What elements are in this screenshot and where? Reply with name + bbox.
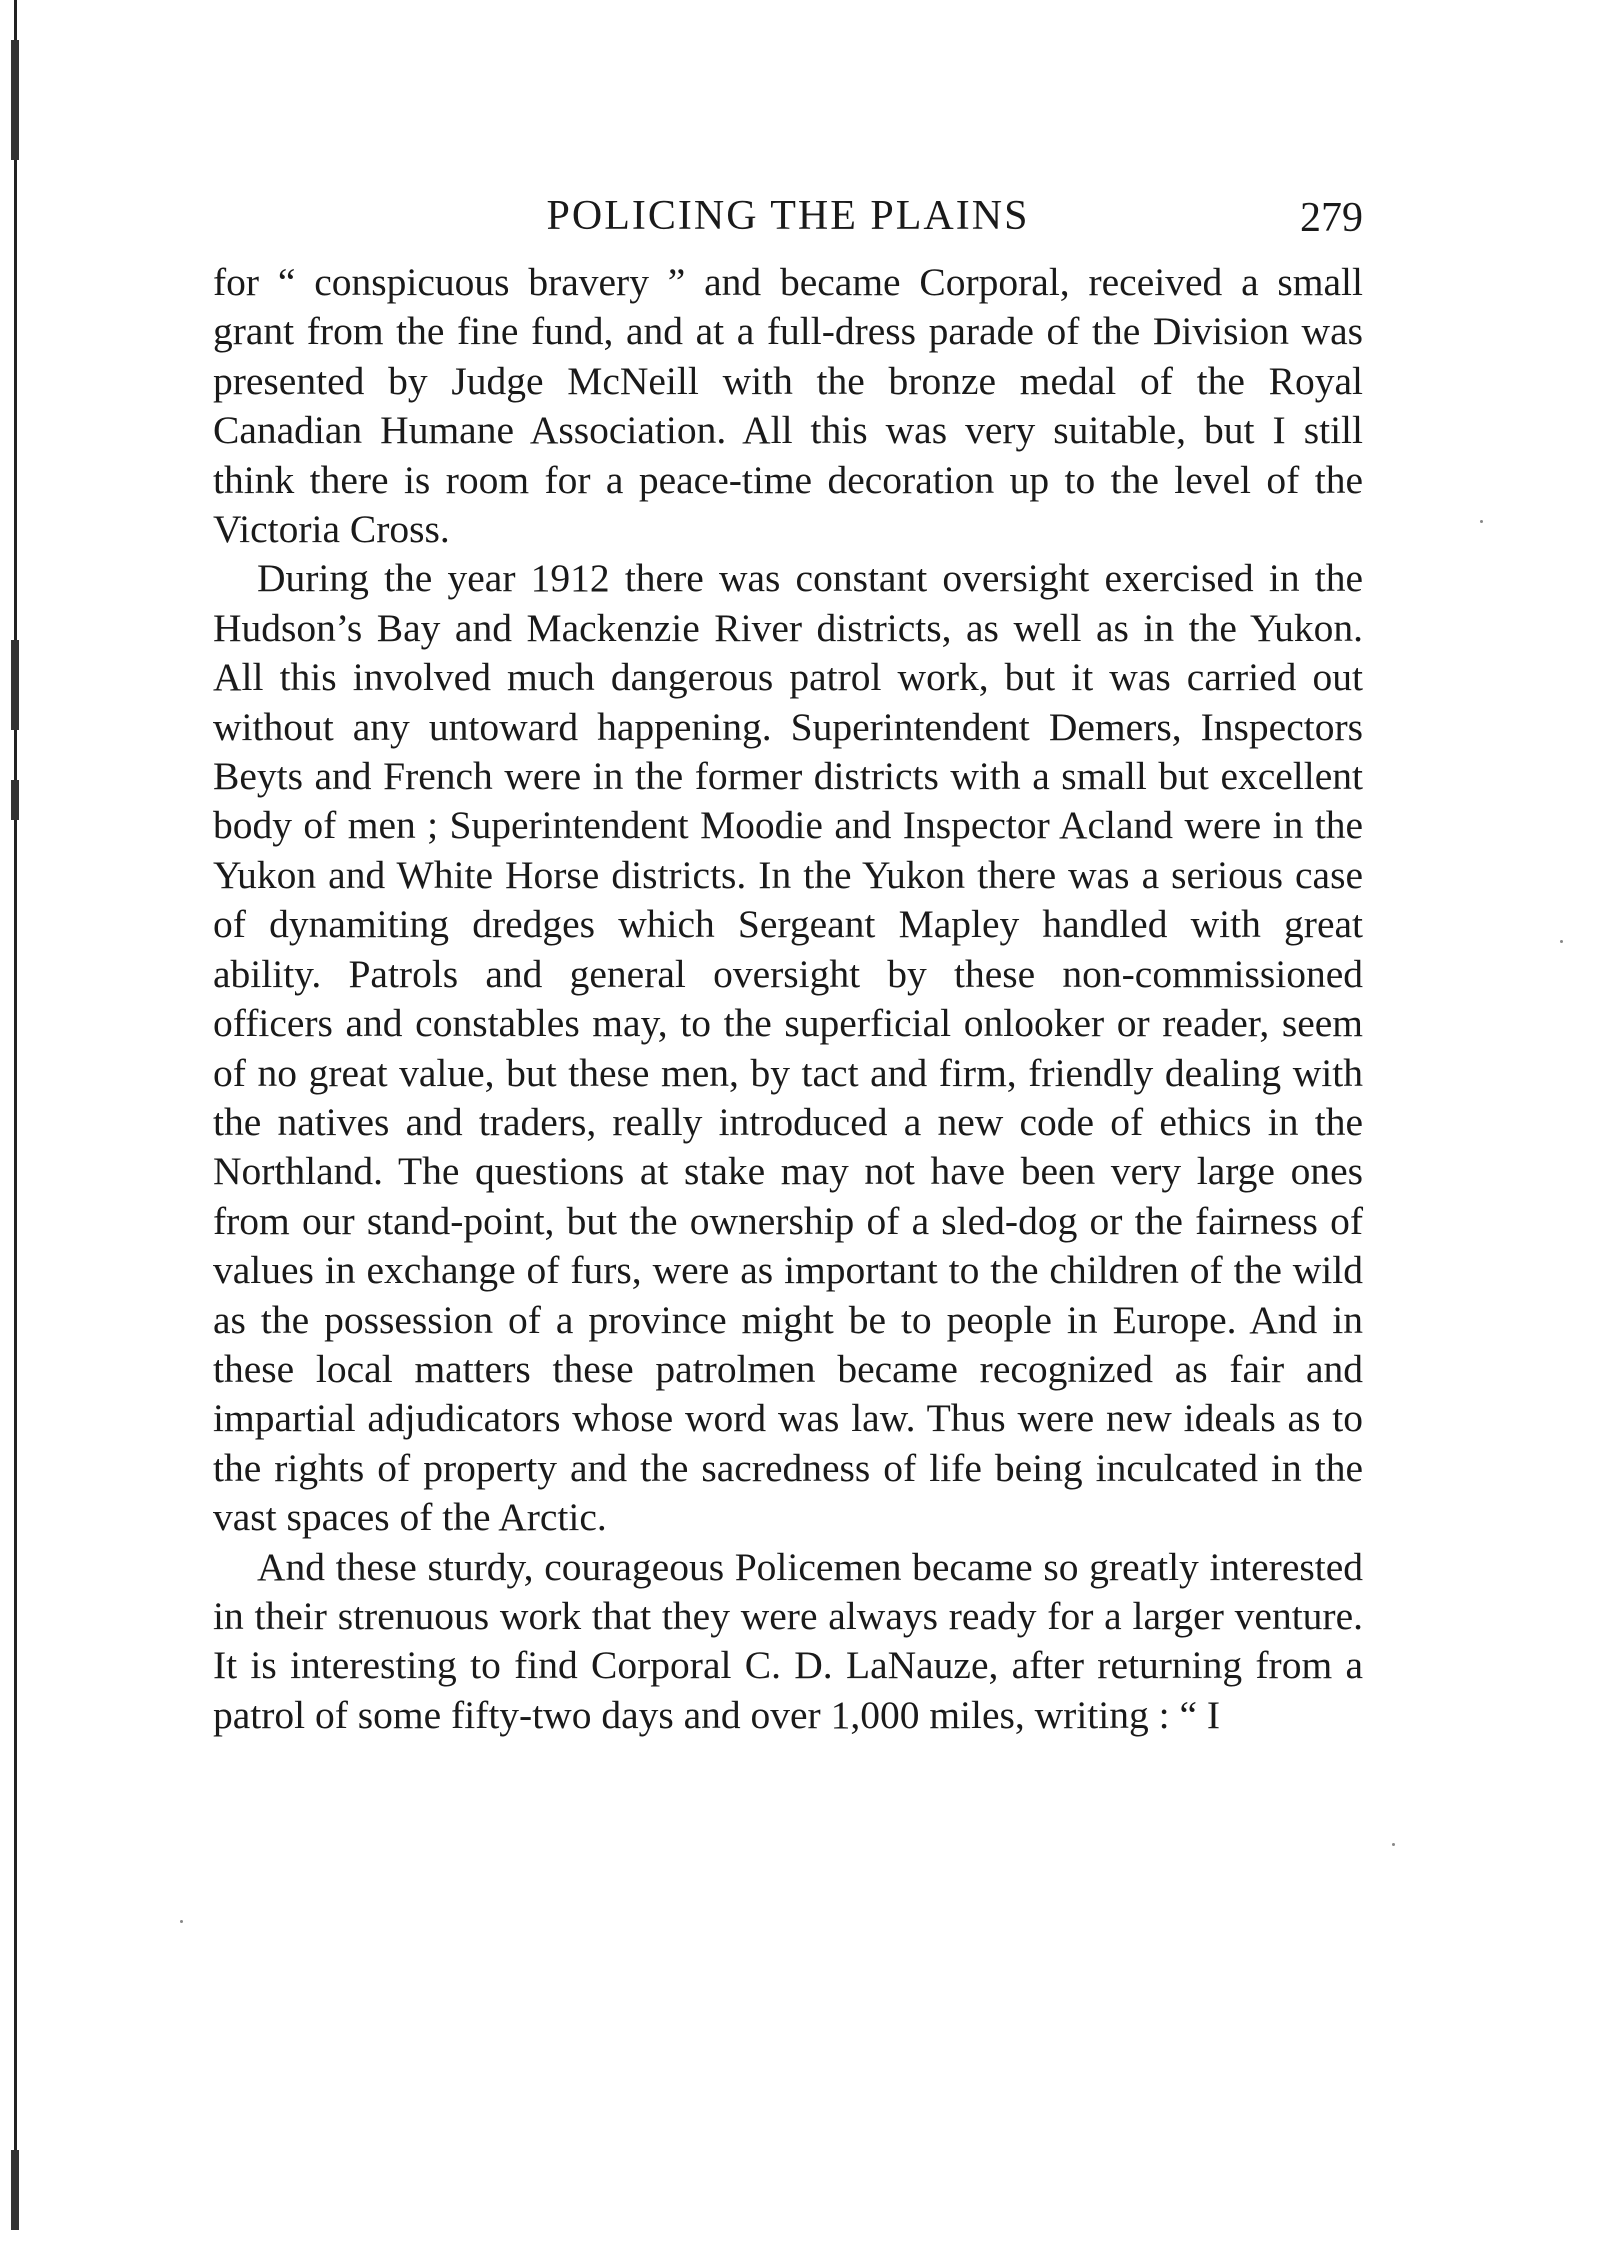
scan-dot bbox=[1560, 940, 1563, 943]
scan-speckle bbox=[11, 640, 19, 730]
page-number: 279 bbox=[1300, 195, 1363, 241]
paragraph-sturdy-policemen: And these sturdy, courageous Policemen became so greatly interested in their strenuous work that they were always ready for a larger venture. It is interesting to find Corporal C. D. LaNauze, after returning from a patrol of some fifty-two days and over 1,000 miles, writing : “ I bbox=[213, 1544, 1363, 1737]
scan-dot bbox=[1392, 1843, 1395, 1846]
book-page bbox=[213, 180, 1363, 1740]
paragraph-continuation: for “ conspicuous bravery ” and became Corporal, received a small grant from the fine fund, and at a full-dress parade of the Division was presented by Judge McNeill with the bronze medal of the Royal Canadian Humane Association. All this was very suitable, but I still think there is room for a peace-time decoration up to the level of the Victoria Cross. bbox=[213, 260, 1363, 552]
scan-speckle bbox=[11, 780, 19, 820]
scan-dot bbox=[180, 1920, 183, 1923]
scan-speckle bbox=[11, 2150, 19, 2230]
scan-binding-edge bbox=[14, 0, 23, 2230]
body-text bbox=[213, 258, 1363, 1740]
scan-dot bbox=[1480, 520, 1483, 523]
scan-speckle bbox=[11, 40, 19, 160]
running-head bbox=[213, 180, 1363, 250]
paragraph-1912-oversight: During the year 1912 there was constant oversight exercised in the Hudson’s Bay and Mackenzie River districts, as well as in the Yukon. All this involved much dangerous patrol work, but it was carried out without any untoward happening. Superintendent Demers, Inspectors Beyts and French were in the former districts with a small but excellent body of men ; Superintendent Moodie and Inspector Acland were in the Yukon and White Horse districts. In the Yukon there was a serious case of dynamiting dredges which Sergeant Mapley handled with great ability. Patrols and general oversight by these non-commissioned officers and constables may, to the superficial onlooker or reader, seem of no great value, but these men, by tact and firm, friendly dealing with the natives and traders, really introduced a new code of ethics in the Northland. The questions at stake may not have been very large ones from our stand-point, but the ownership of a sled-dog or the fairness of values in exchange of furs, were as important to the children of the wild as the possession of a province might be to people in Europe. And in these local matters these patrolmen became recognized as fair and impartial adjudicators whose word was law. Thus were new ideals as to the rights of property and the sacredness of life being inculcated in the vast spaces of the Arctic. bbox=[213, 556, 1363, 1540]
running-head-title: POLICING THE PLAINS bbox=[546, 193, 1030, 239]
